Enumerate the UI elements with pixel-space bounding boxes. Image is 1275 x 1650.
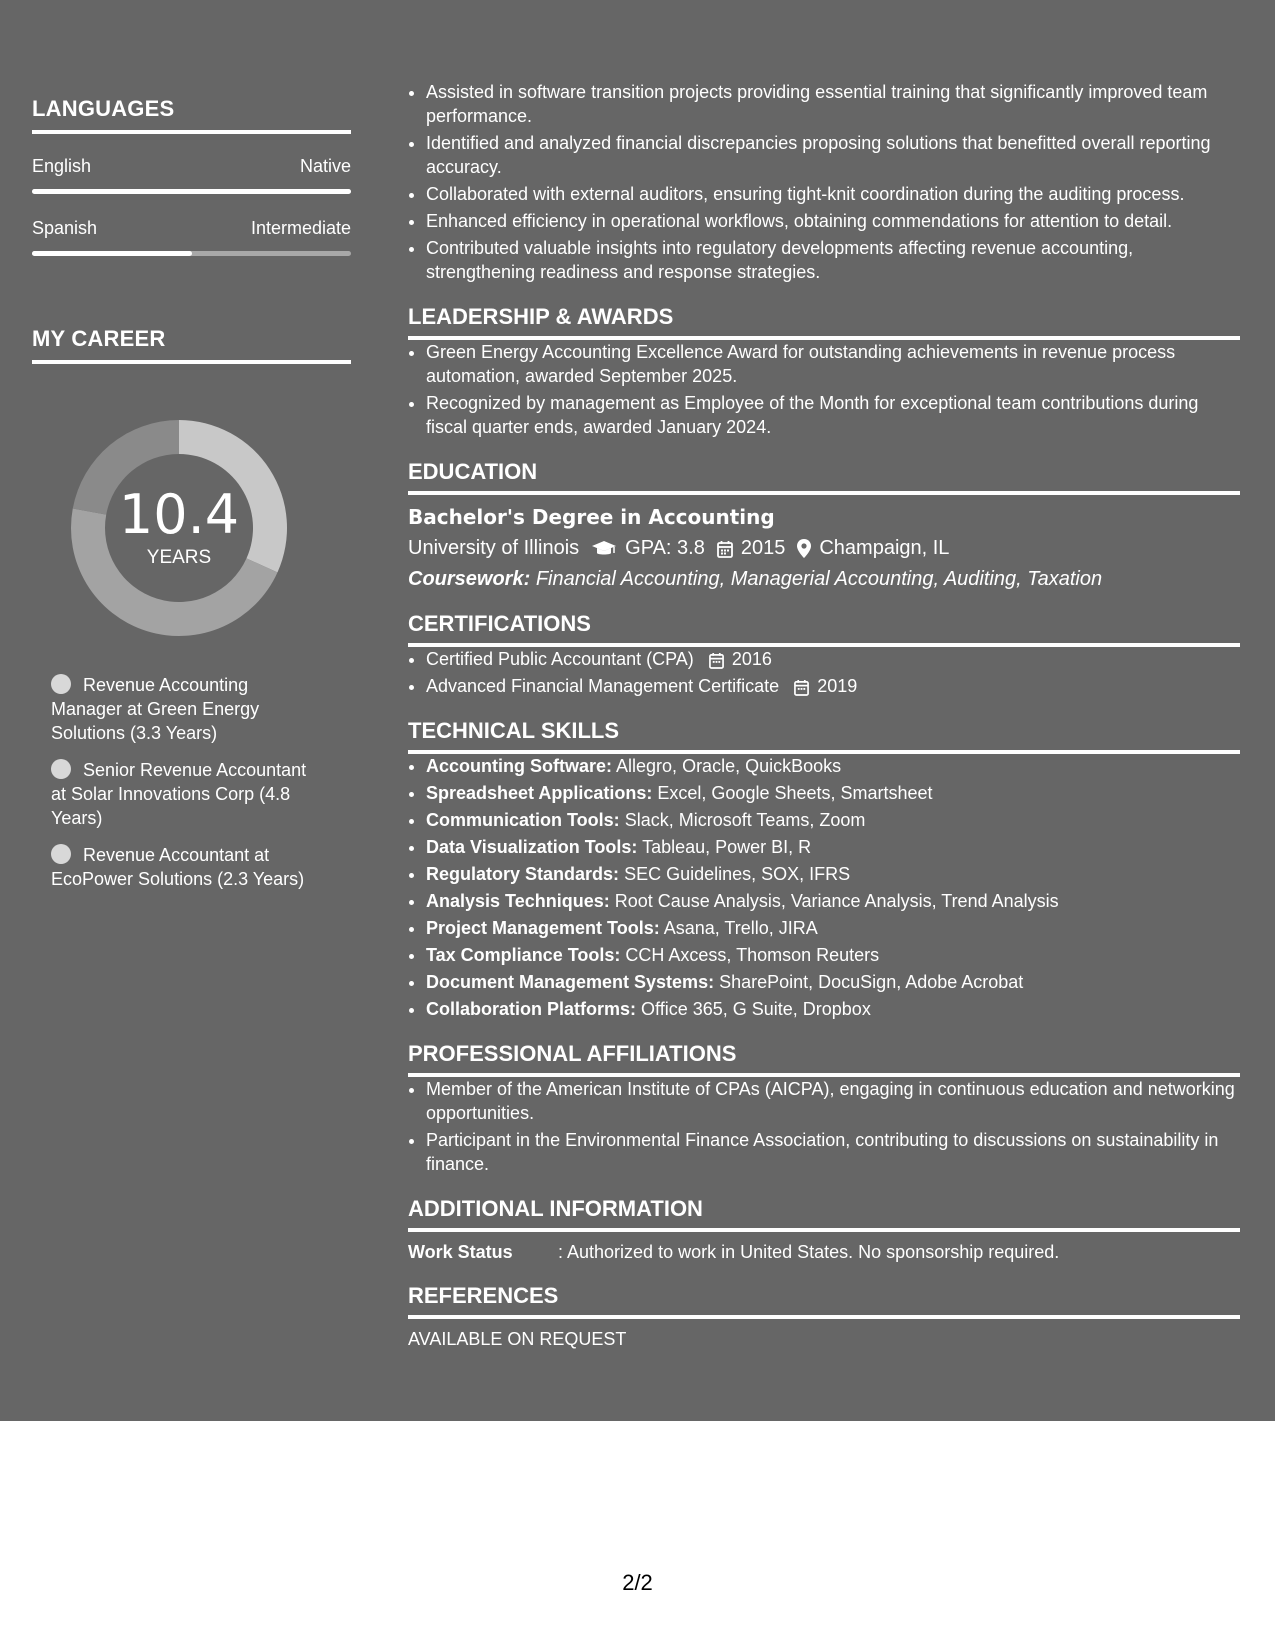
skill-item <box>426 754 1240 778</box>
graduation-cap-icon <box>591 540 617 558</box>
career-legend-item <box>51 758 321 830</box>
language-item <box>32 156 351 194</box>
experience-bullet: • Identified and analyzed financial discrepancies proposing solutions that benefitted overall reporting accuracy. <box>426 131 1240 179</box>
language-proficiency-bar <box>32 189 351 194</box>
skill-item <box>426 781 1240 805</box>
career-legend <box>51 673 321 904</box>
calendar-icon <box>709 652 724 669</box>
leadership-heading: LEADERSHIP & AWARDS <box>408 304 1240 340</box>
affiliation-item: • Member of the American Institute of CPAs (AICPA), engaging in continuous education and networking opportunities. <box>426 1077 1240 1125</box>
legend-dot-icon <box>51 844 71 864</box>
language-proficiency-fill <box>32 251 192 256</box>
skill-item <box>426 835 1240 859</box>
skill-item <box>426 862 1240 886</box>
skill-item <box>426 943 1240 967</box>
career-legend-label: Revenue Accountant at EcoPower Solutions (2.3 Years) <box>51 845 305 889</box>
skill-label: Spreadsheet Applications: <box>426 783 653 803</box>
skill-label: Tax Compliance Tools: <box>426 945 621 965</box>
language-name: English <box>32 156 92 176</box>
award-item: • Recognized by management as Employee of the Month for exceptional team contributions during fiscal quarter ends, awarded January 2024. <box>426 391 1240 439</box>
references-heading: REFERENCES <box>408 1283 1240 1319</box>
map-pin-icon <box>797 539 811 558</box>
career-heading: MY CAREER <box>32 326 351 364</box>
skill-item <box>426 997 1240 1021</box>
right-column <box>408 80 1240 1350</box>
experience-bullet: • Enhanced efficiency in operational workflows, obtaining commendations for attention to detail. <box>426 209 1240 233</box>
language-item <box>32 218 351 256</box>
skill-value: Allegro, Oracle, QuickBooks <box>616 756 842 776</box>
languages-heading: LANGUAGES <box>32 96 351 134</box>
references-text: AVAILABLE ON REQUEST <box>408 1329 627 1349</box>
language-level: Native <box>299 156 351 176</box>
experience-bullet: • Contributed valuable insights into regulatory developments affecting revenue accounting, strengthening readiness and response strategies. <box>426 236 1240 284</box>
skill-label: Accounting Software: <box>426 756 613 776</box>
career-total <box>65 414 293 642</box>
experience-bullets <box>408 80 1240 284</box>
skill-value: Excel, Google Sheets, Smartsheet <box>657 783 933 803</box>
language-name: Spanish <box>32 218 98 238</box>
coursework-label: Coursework: <box>408 568 531 590</box>
language-level: Intermediate <box>250 218 351 238</box>
award-item: • Green Energy Accounting Excellence Award for outstanding achievements in revenue process automation, awarded September 2025. <box>426 340 1240 388</box>
calendar-icon <box>794 679 809 696</box>
certifications-list <box>408 647 1240 698</box>
career-legend-label: Senior Revenue Accountant at Solar Innovations Corp (4.8 Years) <box>51 760 307 828</box>
certification-name: Certified Public Accountant (CPA) <box>426 649 694 669</box>
skill-value: Tableau, Power BI, R <box>642 837 812 857</box>
education-coursework <box>408 568 1240 591</box>
affiliations-heading: PROFESSIONAL AFFILIATIONS <box>408 1041 1240 1077</box>
skill-item <box>426 808 1240 832</box>
experience-bullet: • Assisted in software transition projects providing essential training that significantly improved team performance. <box>426 80 1240 128</box>
education-meta <box>408 537 1240 560</box>
skill-value: SEC Guidelines, SOX, IFRS <box>624 864 851 884</box>
skill-item <box>426 889 1240 913</box>
career-total-unit: YEARS <box>146 547 212 568</box>
references-section <box>408 1283 1240 1350</box>
affiliation-item: • Participant in the Environmental Finance Association, contributing to discussions on sustainability in finance. <box>426 1128 1240 1176</box>
skill-item <box>426 916 1240 940</box>
certification-year: 2016 <box>731 649 772 669</box>
additional-section <box>408 1196 1240 1263</box>
leadership-list <box>408 340 1240 439</box>
education-year: 2015 <box>740 537 786 559</box>
skill-label: Data Visualization Tools: <box>426 837 638 857</box>
career-legend-item <box>51 843 321 891</box>
certifications-heading: CERTIFICATIONS <box>408 611 1240 647</box>
education-section <box>408 459 1240 591</box>
skill-label: Analysis Techniques: <box>426 891 610 911</box>
skill-label: Regulatory Standards: <box>426 864 620 884</box>
certification-name: Advanced Financial Management Certificate <box>426 676 780 696</box>
skill-value: CCH Axcess, Thomson Reuters <box>625 945 880 965</box>
skills-section <box>408 718 1240 1021</box>
calendar-icon <box>717 540 733 558</box>
affiliations-section <box>408 1041 1240 1176</box>
education-degree: Bachelor's Degree in Accounting <box>408 505 775 529</box>
career-legend-item <box>51 673 321 745</box>
left-column <box>32 96 351 889</box>
education-heading: EDUCATION <box>408 459 1240 495</box>
experience-bullet: • Collaborated with external auditors, ensuring tight-knit coordination during the auditing process. <box>426 182 1240 206</box>
skill-label: Communication Tools: <box>426 810 620 830</box>
education-school: University of Illinois <box>408 537 580 559</box>
coursework-value: Financial Accounting, Managerial Accounting, Auditing, Taxation <box>535 568 1103 590</box>
work-status-label: Work Status <box>408 1242 513 1262</box>
skill-label: Document Management Systems: <box>426 972 715 992</box>
skill-label: Collaboration Platforms: <box>426 999 637 1019</box>
leadership-section <box>408 304 1240 439</box>
language-proficiency-fill <box>32 189 351 194</box>
skill-item <box>426 970 1240 994</box>
work-status-row <box>408 1242 1240 1263</box>
skill-value: SharePoint, DocuSign, Adobe Acrobat <box>719 972 1024 992</box>
career-legend-label: Revenue Accounting Manager at Green Energy Solutions (3.3 Years) <box>51 675 260 743</box>
certification-item <box>426 647 1240 671</box>
legend-dot-icon <box>51 674 71 694</box>
education-gpa: GPA: 3.8 <box>625 537 705 559</box>
skill-value: Office 365, G Suite, Dropbox <box>641 999 871 1019</box>
career-total-value: 10.4 <box>118 483 240 546</box>
skill-value: Asana, Trello, JIRA <box>663 918 818 938</box>
skills-list <box>408 754 1240 1021</box>
certifications-section <box>408 611 1240 698</box>
language-proficiency-bar <box>32 251 351 256</box>
certification-item <box>426 674 1240 698</box>
skills-heading: TECHNICAL SKILLS <box>408 718 1240 754</box>
page-number: 2/2 <box>622 1570 653 1595</box>
education-location: Champaign, IL <box>819 537 950 559</box>
work-status-value: : Authorized to work in United States. No sponsorship required. <box>558 1242 1060 1262</box>
additional-heading: ADDITIONAL INFORMATION <box>408 1196 1240 1232</box>
certification-year: 2019 <box>817 676 858 696</box>
skill-value: Root Cause Analysis, Variance Analysis, Trend Analysis <box>614 891 1059 911</box>
skill-value: Slack, Microsoft Teams, Zoom <box>624 810 866 830</box>
affiliations-list <box>408 1077 1240 1176</box>
skill-label: Project Management Tools: <box>426 918 660 938</box>
legend-dot-icon <box>51 759 71 779</box>
